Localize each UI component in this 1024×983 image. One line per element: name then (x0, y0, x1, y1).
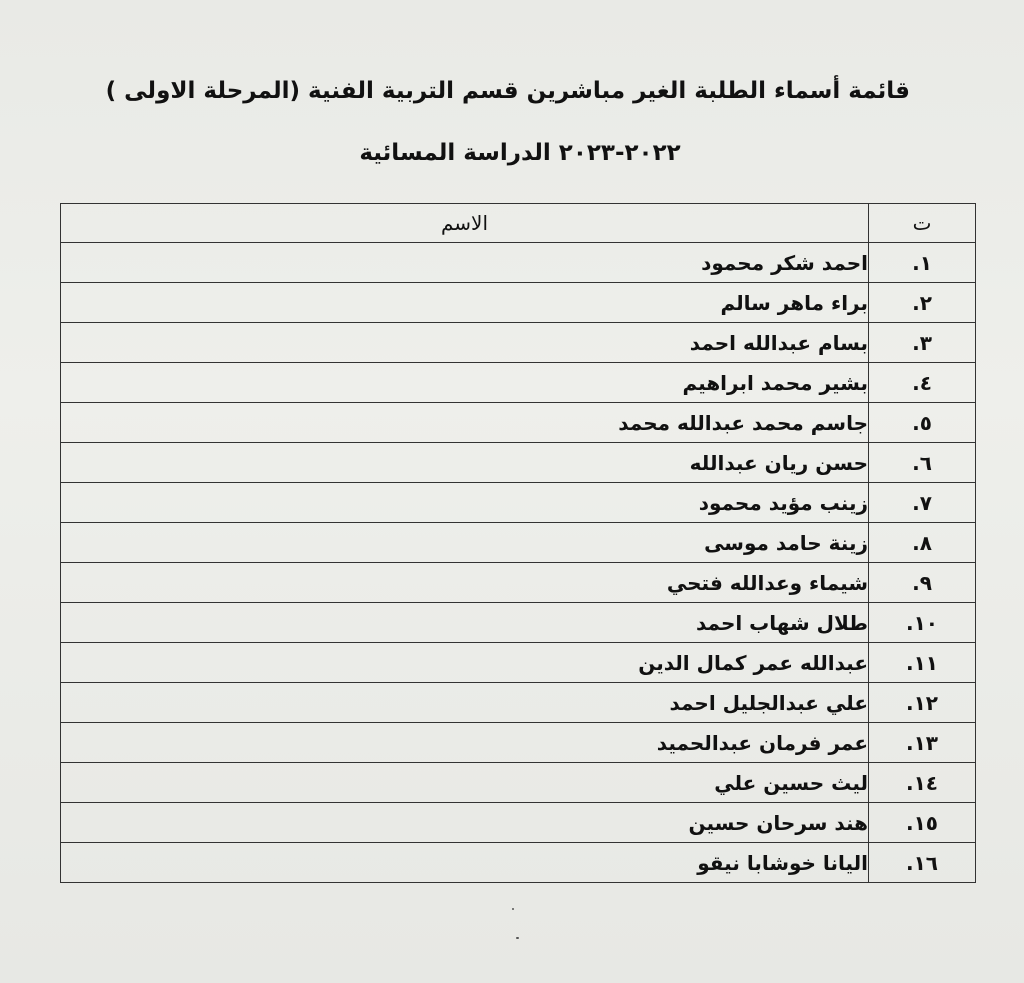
student-name: بسام عبدالله احمد (61, 323, 869, 363)
table-row (61, 523, 976, 563)
table-row (61, 243, 976, 283)
table-row (61, 683, 976, 723)
row-number: ١٤. (869, 763, 976, 803)
table-row (61, 843, 976, 883)
table-row (61, 283, 976, 323)
student-name: علي عبدالجليل احمد (61, 683, 869, 723)
header-name: الاسم (61, 204, 869, 243)
student-name: زينة حامد موسى (61, 523, 869, 563)
row-number: ٥. (869, 403, 976, 443)
row-number: ١٣. (869, 723, 976, 763)
row-number: ٧. (869, 483, 976, 523)
document-title: قائمة أسماء الطلبة الغير مباشرين قسم التربية الفنية (المرحلة الاولى ) (105, 78, 910, 104)
student-name: طلال شهاب احمد (61, 603, 869, 643)
row-number: ٩. (869, 563, 976, 603)
row-number: ١. (869, 243, 976, 283)
row-number: ١٦. (869, 843, 976, 883)
document-subtitle: ٢٠٢٢-٢٠٢٣ الدراسة المسائية (359, 140, 681, 166)
row-number: ٦. (869, 443, 976, 483)
table-row (61, 723, 976, 763)
row-number: ٨. (869, 523, 976, 563)
row-number: ٢. (869, 283, 976, 323)
table-row (61, 563, 976, 603)
table-row (61, 803, 976, 843)
paper-speck (512, 908, 514, 910)
row-number: ٤. (869, 363, 976, 403)
table-row (61, 323, 976, 363)
table-row (61, 603, 976, 643)
row-number: ١٠. (869, 603, 976, 643)
student-name: ليث حسين علي (61, 763, 869, 803)
student-name: بشير محمد ابراهيم (61, 363, 869, 403)
student-name: شيماء وعدالله فتحي (61, 563, 869, 603)
student-name: براء ماهر سالم (61, 283, 869, 323)
student-name: زينب مؤيد محمود (61, 483, 869, 523)
student-name: حسن ريان عبدالله (61, 443, 869, 483)
row-number: ١١. (869, 643, 976, 683)
header-number: ت (869, 204, 976, 243)
table-body (61, 243, 976, 883)
table-header-row (61, 204, 976, 243)
student-name: عمر فرمان عبدالحميد (61, 723, 869, 763)
student-name: اليانا خوشابا نيقو (61, 843, 869, 883)
table-row (61, 643, 976, 683)
table-row (61, 763, 976, 803)
table-row (61, 483, 976, 523)
paper-speck (516, 937, 519, 939)
student-table (60, 203, 976, 883)
table-row (61, 363, 976, 403)
student-name: جاسم محمد عبدالله محمد (61, 403, 869, 443)
table-row (61, 443, 976, 483)
student-name: هند سرحان حسين (61, 803, 869, 843)
row-number: ٣. (869, 323, 976, 363)
row-number: ١٢. (869, 683, 976, 723)
student-name: احمد شكر محمود (61, 243, 869, 283)
table-row (61, 403, 976, 443)
student-name: عبدالله عمر كمال الدين (61, 643, 869, 683)
row-number: ١٥. (869, 803, 976, 843)
